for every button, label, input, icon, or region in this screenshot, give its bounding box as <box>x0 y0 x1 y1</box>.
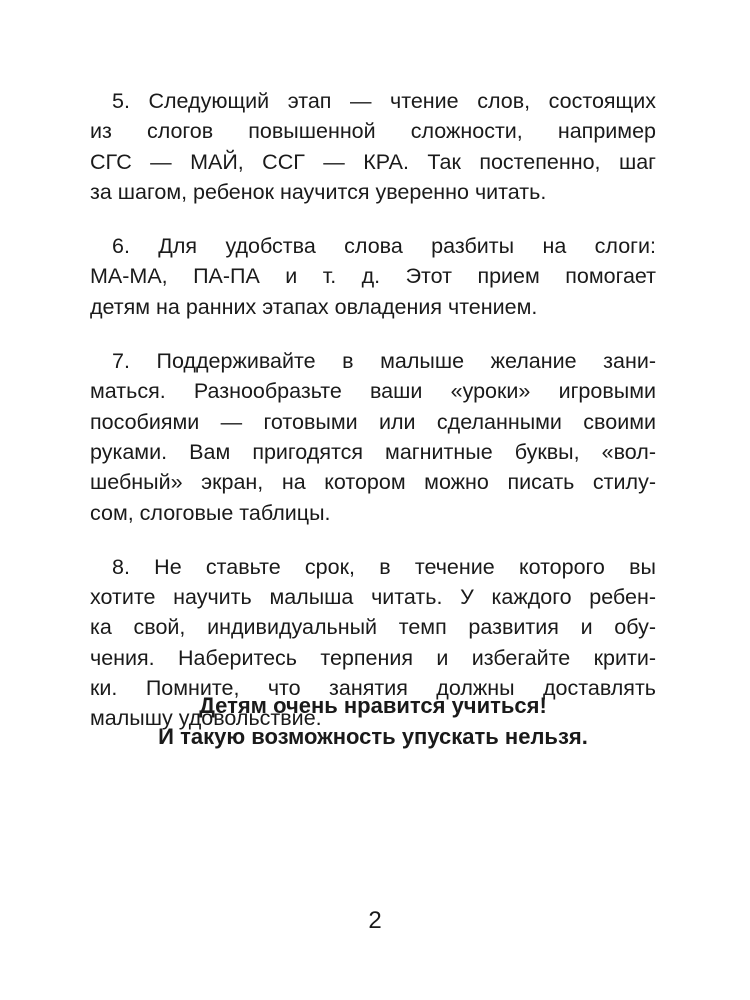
text-line: ки. Помните, что занятия должны доставлять <box>90 676 656 701</box>
text-line: 6. Для удобства слова разбиты на слоги: <box>112 234 656 259</box>
text-line: пособиями — готовыми или сделанными своими <box>90 409 656 434</box>
text-line: детям на ранних этапах овладения чтением. <box>90 294 538 319</box>
text-line: 8. Не ставьте срок, в течение которого вы <box>112 554 656 579</box>
closing-statement <box>90 690 656 752</box>
text-line: МА-МА, ПА-ПА и т. д. Этот прием помогает <box>90 264 656 289</box>
paragraph-6 <box>90 231 656 322</box>
page-number: 2 <box>368 907 382 934</box>
text-line: сом, слоговые таблицы. <box>90 500 331 525</box>
text-line: из слогов повышенной сложности, например <box>90 119 656 144</box>
closing-line-1: Детям очень нравится учиться! <box>199 693 547 718</box>
text-line: руками. Вам пригодятся магнитные буквы, «вол- <box>90 439 656 464</box>
closing-line-2: И такую возможность упускать нельзя. <box>158 724 588 749</box>
text-line: 7. Поддерживайте в малыше желание зани- <box>112 349 656 374</box>
text-line: ка свой, индивидуальный темп развития и обу- <box>90 615 656 640</box>
text-line: хотите научить малыша читать. У каждого ребен- <box>90 585 656 610</box>
text-line: 5. Следующий этап — чтение слов, состоящих <box>112 89 656 113</box>
text-line: шебный» экран, на котором можно писать стилу- <box>90 470 656 495</box>
paragraph-7 <box>90 346 656 528</box>
text-line: маться. Разнообразьте ваши «уроки» игровыми <box>90 379 656 404</box>
text-line: за шагом, ребенок научится уверенно читать. <box>90 179 547 204</box>
text-line: малышу удовольствие. <box>90 706 322 731</box>
paragraph-5 <box>90 86 656 207</box>
page-body <box>90 86 656 758</box>
text-line: СГС — МАЙ, ССГ — КРА. Так постепенно, шаг <box>90 149 656 174</box>
text-line: чения. Наберитесь терпения и избегайте крити- <box>90 645 656 670</box>
